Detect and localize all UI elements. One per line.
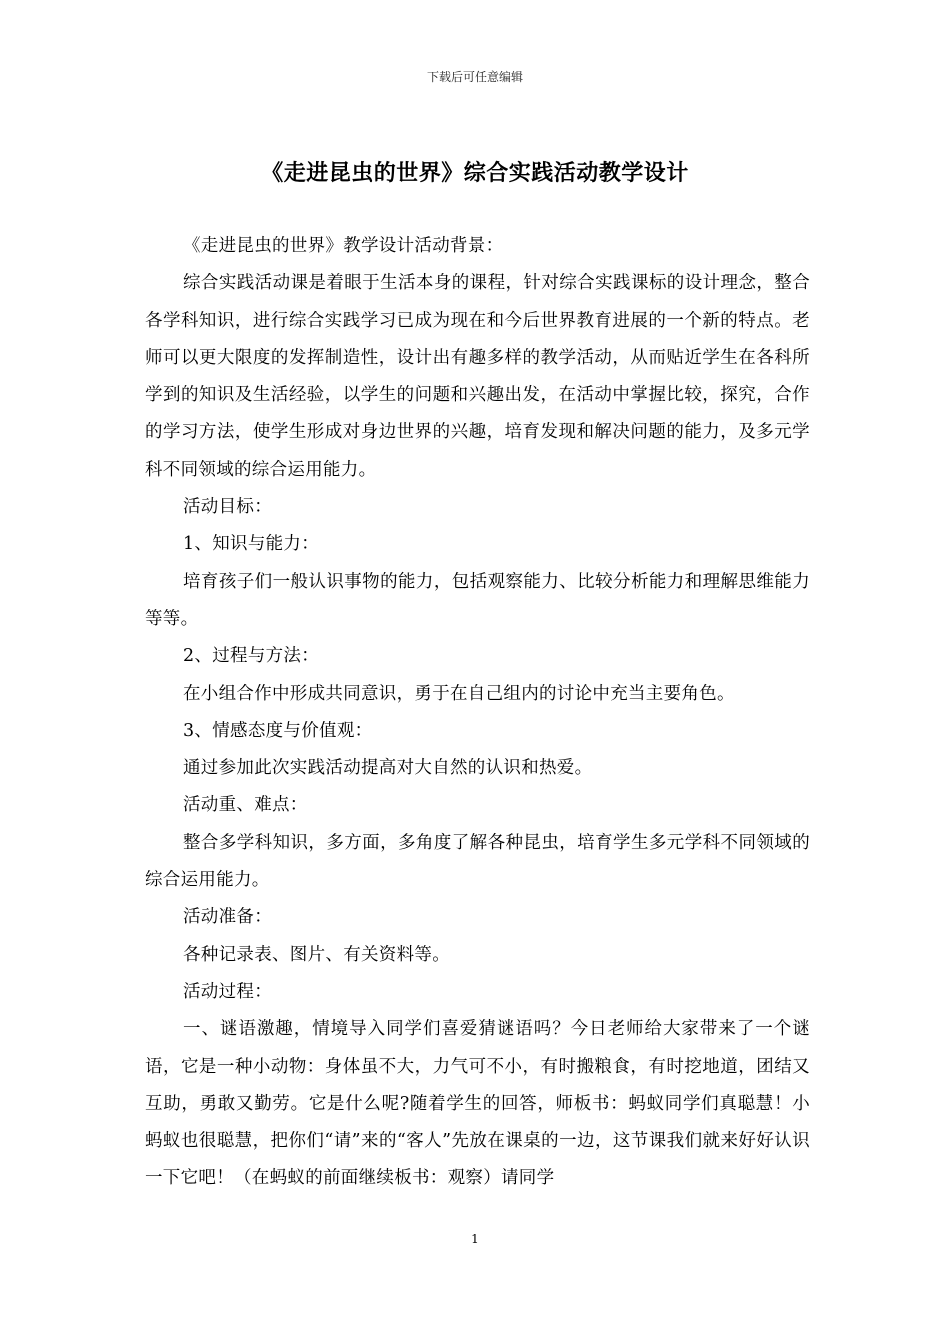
document-title: 《走进昆虫的世界》综合实践活动教学设计 (261, 161, 689, 186)
paragraph-goals-heading: 活动目标： (183, 497, 272, 518)
page-header-note: 下载后可任意编辑 (426, 70, 523, 84)
paragraph-key-points-heading: 活动重、难点： (183, 795, 308, 816)
paragraph-process-heading: 活动过程： (183, 981, 272, 1002)
paragraph-goal-2: 在小组合作中形成共同意识，勇于在自己组内的讨论中充当主要角色。 (183, 683, 735, 704)
paragraph-background-heading: 《走进昆虫的世界》教学设计活动背景： (183, 236, 504, 256)
paragraph-background: 综合实践活动课是着眼于生活本身的课程，针对综合实践课标的设计理念，整合各学科知识，进行综合实践学习已成为现在和今后世界教育进展的一个新的特点。老师可以更大限度的发挥制造性，设计出有趣多样的教学活动，从而贴近学生在各科所学到的知识及生活经验，以学生的问题和兴趣出发，在活动中掌握比较，探究，合作的学习方法，使学生形成对身边世界的兴趣，培育发现和解决问题的能力，及多元学科不同领域的综合运用能力。 (145, 273, 810, 480)
paragraph-process-step-1: 一、谜语激趣，情境导入同学们喜爱猜谜语吗？今日老师给大家带来了一个谜语，它是一种小动物：身体虽不大，力气可不小，有时搬粮食，有时挖地道，团结又互助，勇敢又勤劳。它是什么呢?随着学生的回答，师板书：蚂蚁同学们真聪慧！小蚂蚁也很聪慧，把你们“请”来的“客人”先放在课桌的一边，这节课我们就来好好认识一下它吧！（在蚂蚁的前面继续板书：观察）请同学 (145, 1019, 810, 1189)
paragraph-goal-1: 培育孩子们一般认识事物的能力，包括观察能力、比较分析能力和理解思维能力等等。 (145, 571, 810, 629)
paragraph-key-points: 整合多学科知识，多方面，多角度了解各种昆虫，培育学生多元学科不同领域的综合运用能力。 (145, 832, 810, 891)
paragraph-preparation: 各种记录表、图片、有关资料等。 (183, 944, 450, 965)
document-body (145, 228, 810, 1198)
paragraph-goal-2-heading: 2、过程与方法： (183, 646, 320, 667)
page-number: 1 (471, 1232, 479, 1246)
paragraph-preparation-heading: 活动准备： (183, 907, 272, 928)
paragraph-goal-3: 通过参加此次实践活动提高对大自然的认识和热爱。 (183, 758, 593, 779)
paragraph-goal-1-heading: 1、知识与能力： (183, 534, 320, 555)
paragraph-goal-3-heading: 3、情感态度与价值观： (183, 720, 373, 741)
